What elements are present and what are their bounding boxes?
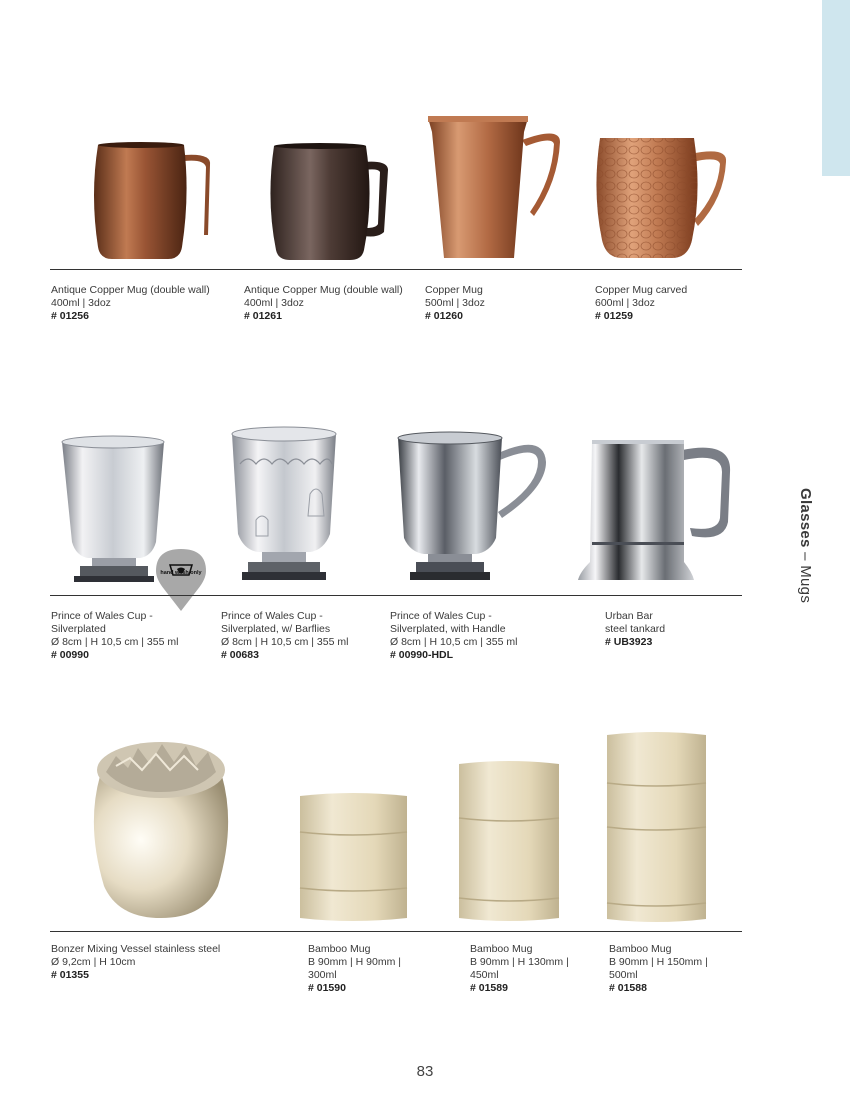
product-detail: Ø 8cm | H 10,5 cm | 355 ml bbox=[221, 636, 349, 648]
product-name: Bamboo Mug bbox=[470, 943, 533, 955]
product-caption bbox=[609, 943, 708, 995]
row-divider bbox=[50, 931, 742, 932]
section-title-separator: – bbox=[797, 552, 814, 561]
product-detail: Ø 8cm | H 10,5 cm | 355 ml bbox=[51, 636, 179, 648]
product-name: Prince of Wales Cup - bbox=[221, 610, 323, 622]
copper-mug-image bbox=[422, 112, 572, 267]
product-caption bbox=[51, 610, 178, 662]
product-detail: B 90mm | H 90mm | bbox=[308, 956, 401, 968]
product-caption bbox=[221, 610, 348, 662]
product-name: Copper Mug bbox=[425, 284, 483, 296]
product-detail: Ø 8cm | H 10,5 cm | 355 ml bbox=[390, 636, 518, 648]
product-detail: 300ml bbox=[308, 969, 337, 981]
product-code: # 01259 bbox=[595, 310, 633, 322]
urban-bar-steel-tankard-image bbox=[572, 432, 737, 587]
prince-of-wales-cup-handle-image bbox=[392, 428, 552, 588]
product-code: # 01589 bbox=[470, 982, 508, 994]
product-detail: Silverplated, w/ Barflies bbox=[221, 623, 331, 635]
product-code: # 01260 bbox=[425, 310, 463, 322]
product-detail: Silverplated, with Handle bbox=[390, 623, 506, 635]
badge-text: hand wash only bbox=[160, 570, 202, 576]
product-detail: 400ml | 3doz bbox=[244, 297, 304, 309]
product-name: Copper Mug carved bbox=[595, 284, 688, 296]
product-caption bbox=[51, 284, 210, 323]
product-caption bbox=[390, 610, 517, 662]
product-name: Bamboo Mug bbox=[308, 943, 371, 955]
product-caption bbox=[425, 284, 485, 323]
product-caption bbox=[605, 610, 665, 649]
product-name: Prince of Wales Cup - bbox=[51, 610, 153, 622]
bonzer-mixing-vessel-image bbox=[86, 736, 236, 924]
section-color-tab bbox=[822, 0, 850, 176]
product-caption bbox=[308, 943, 401, 995]
product-name: Urban Bar bbox=[605, 610, 653, 622]
product-detail: B 90mm | H 150mm | bbox=[609, 956, 708, 968]
antique-copper-mug-image bbox=[88, 135, 218, 265]
product-caption bbox=[595, 284, 687, 323]
product-code: # 01261 bbox=[244, 310, 282, 322]
product-name: Prince of Wales Cup - bbox=[390, 610, 492, 622]
product-code: # 00990-HDL bbox=[390, 649, 454, 661]
prince-of-wales-cup-image bbox=[56, 432, 171, 590]
antique-dark-copper-mug-image bbox=[268, 140, 398, 265]
product-detail: 400ml | 3doz bbox=[51, 297, 111, 309]
product-detail: Silverplated bbox=[51, 623, 106, 635]
product-code: # 01588 bbox=[609, 982, 647, 994]
product-detail: 450ml bbox=[470, 969, 499, 981]
product-detail: steel tankard bbox=[605, 623, 666, 635]
row-divider bbox=[50, 595, 742, 596]
row-divider bbox=[50, 269, 742, 270]
product-detail: B 90mm | H 130mm | bbox=[470, 956, 569, 968]
bamboo-mug-300ml-image bbox=[296, 792, 411, 924]
product-code: # 00990 bbox=[51, 649, 89, 661]
product-caption bbox=[244, 284, 403, 323]
section-title-light: Mugs bbox=[797, 565, 814, 604]
prince-of-wales-cup-barflies-image bbox=[226, 424, 342, 589]
section-title bbox=[797, 488, 814, 603]
product-code: # 00683 bbox=[221, 649, 259, 661]
bamboo-mug-500ml-image bbox=[604, 729, 709, 925]
bamboo-mug-450ml-image bbox=[455, 758, 563, 925]
product-code: # 01355 bbox=[51, 969, 89, 981]
page-number: 83 bbox=[416, 1063, 434, 1080]
product-detail: 500ml | 3doz bbox=[425, 297, 485, 309]
product-detail: 500ml bbox=[609, 969, 638, 981]
product-name: Antique Copper Mug (double wall) bbox=[244, 284, 403, 296]
product-detail: Ø 9,2cm | H 10cm bbox=[51, 956, 136, 968]
section-title-bold: Glasses bbox=[797, 488, 814, 548]
product-name: Bamboo Mug bbox=[609, 943, 672, 955]
product-name: Bonzer Mixing Vessel stainless steel bbox=[51, 943, 221, 955]
product-caption bbox=[470, 943, 569, 995]
product-caption bbox=[51, 943, 220, 982]
product-code: # 01256 bbox=[51, 310, 89, 322]
copper-mug-carved-image bbox=[592, 132, 732, 264]
product-code: # 01590 bbox=[308, 982, 346, 994]
product-detail: 600ml | 3doz bbox=[595, 297, 655, 309]
product-code: # UB3923 bbox=[605, 636, 653, 648]
hand-wash-only-icon bbox=[156, 549, 206, 613]
product-name: Antique Copper Mug (double wall) bbox=[51, 284, 210, 296]
